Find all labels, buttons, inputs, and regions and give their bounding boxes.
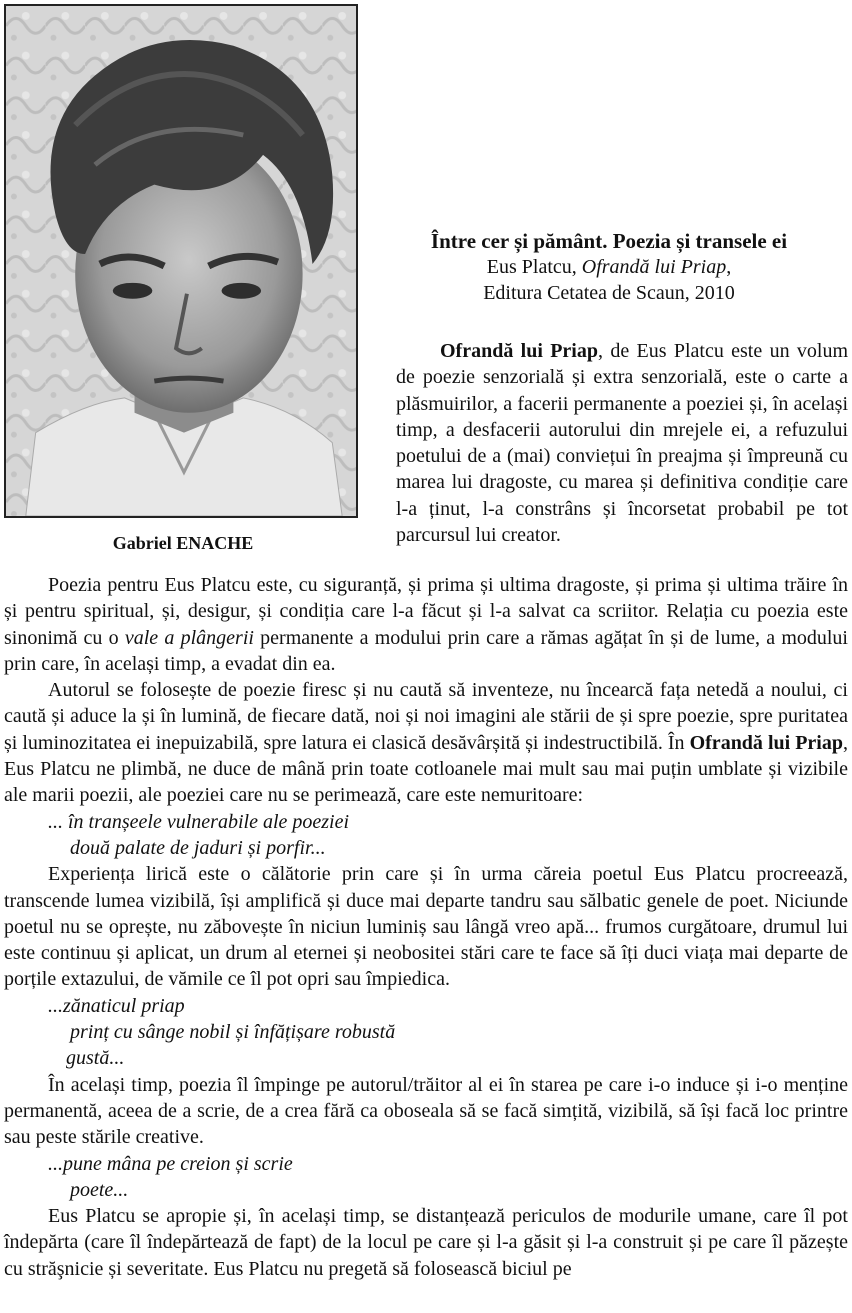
intro-text: , de Eus Platcu este un volum de poezie senzorială și extra senzorială, este o carte a plăsmuirilor, a facerii permanente a poeziei și, în același timp, a desfacerii autorului din mrejele ei, a refuzului poetului de a (mai) conviețui în preajma și împreună cu marea lui dragoste, cu marea și definitiva condiție care l-a ținut, l-a constrâns și încorsetat probabil pe tot parcursul lui creator. (396, 340, 848, 547)
verse-3-line-1: ...pune mâna pe creion și scrie (48, 1152, 293, 1175)
portrait-image (6, 6, 356, 516)
verse-1-line-1: ... în tranșeele vulnerabile ale poeziei (48, 810, 350, 833)
verse-2-line-3: gustă... (66, 1047, 125, 1070)
intro-bold-lead: Ofrandă lui Priap (440, 340, 598, 362)
book-title: Ofrandă lui Priap (581, 256, 727, 278)
p1-text-a: Poezia pentru Eus Platcu este, cu siguranță, și prima și ultima dragoste, și prima și ultima trăire în și pentru spiritual, și, desigur, și condiția care l-a făcut și l-a salvat ca scriitor. Relația cu poezia este sinonimă cu o (4, 574, 848, 649)
verse-1-line-2: două palate de jaduri și porfir... (70, 836, 326, 859)
paragraph-5: Eus Platcu se apropie și, în același timp, se distanțează periculos de modurile umane, care îl pot îndepărta (care îl îndepărtează de fapt) de la locul pe care și l-a găsit și l-a construit și pe care îl păzește cu străşnicie și severitate. Eus Platcu nu pregetă să folosească biciul pe (4, 1205, 848, 1280)
verse-3-line-2: poete... (70, 1178, 129, 1201)
paragraph-4: În același timp, poezia îl împinge pe autorul/trăitor al ei în starea pe care i-o induce și i-o menține permanentă, aceea de a scrie, de a crea fără ca oboseala să se facă simțită, vizibilă, să își facă loc printre sau peste stările creative. (4, 1073, 848, 1149)
book-author-line (370, 254, 848, 280)
article-title: Între cer și pământ. Poezia și transele ei (430, 229, 788, 253)
p2-text-a: Autorul se folosește de poezie firesc și nu caută să inventeze, nu încearcă fața netedă a noului, ci caută și aduce la și în lumină, de fiecare dată, noi și noi imagini ale stării de și spre poezie, spre puritatea și luminozitatea ei inepuizabilă, spre latura ei clasică desăvârșită și indestructibilă. În (4, 679, 848, 754)
verse-2-line-1: ...zănaticul priap (48, 994, 185, 1017)
photo-caption: Gabriel ENACHE (112, 533, 254, 553)
paragraph-3: Experiența lirică este o călătorie prin care și în urma căreia poetul Eus Platcu procreează, transcende lumea vizibilă, își amplifică și duce mai departe tandru sau sălbatic genele de poet. Niciunde poetul nu se oprește, nu zăbovește în niciun luminiș sau lângă vreo apă... frumos curgătoare, drumul lui este continuu și aplicat, un drum al eternei și neobositei stări care te face să îți duci viața mai departe de porțile extazului, de vămile ce îl pot opri sau împiedica. (4, 863, 848, 991)
author-suffix: , (726, 256, 732, 278)
p1-text-b: permanente a modului prin care a rămas agățat în și de lume, a modului prin care, în același timp, a evadat din ea. (4, 626, 848, 675)
p2-text-b: , Eus Platcu ne plimbă, ne duce de mână prin toate cotloanele mai mult sau mai puțin umblate și vizibile ale marii poezii, ale poeziei care nu se perimează, care este nemuritoare: (4, 731, 848, 807)
verse-2-line-2: prinț cu sânge nobil și înfățișare robustă (70, 1021, 396, 1044)
paragraph-2 (4, 677, 848, 808)
author-prefix: Eus Platcu, (486, 256, 582, 278)
publisher-line: Editura Cetatea de Scaun, 2010 (483, 282, 735, 304)
article-body (4, 572, 848, 1282)
article-header (370, 228, 848, 306)
p2-bold: Ofrandă lui Priap (689, 731, 843, 754)
paragraph-1 (4, 572, 848, 677)
author-photo (4, 4, 358, 518)
p1-italic: vale a plângerii (124, 626, 254, 649)
intro-paragraph (396, 338, 848, 548)
